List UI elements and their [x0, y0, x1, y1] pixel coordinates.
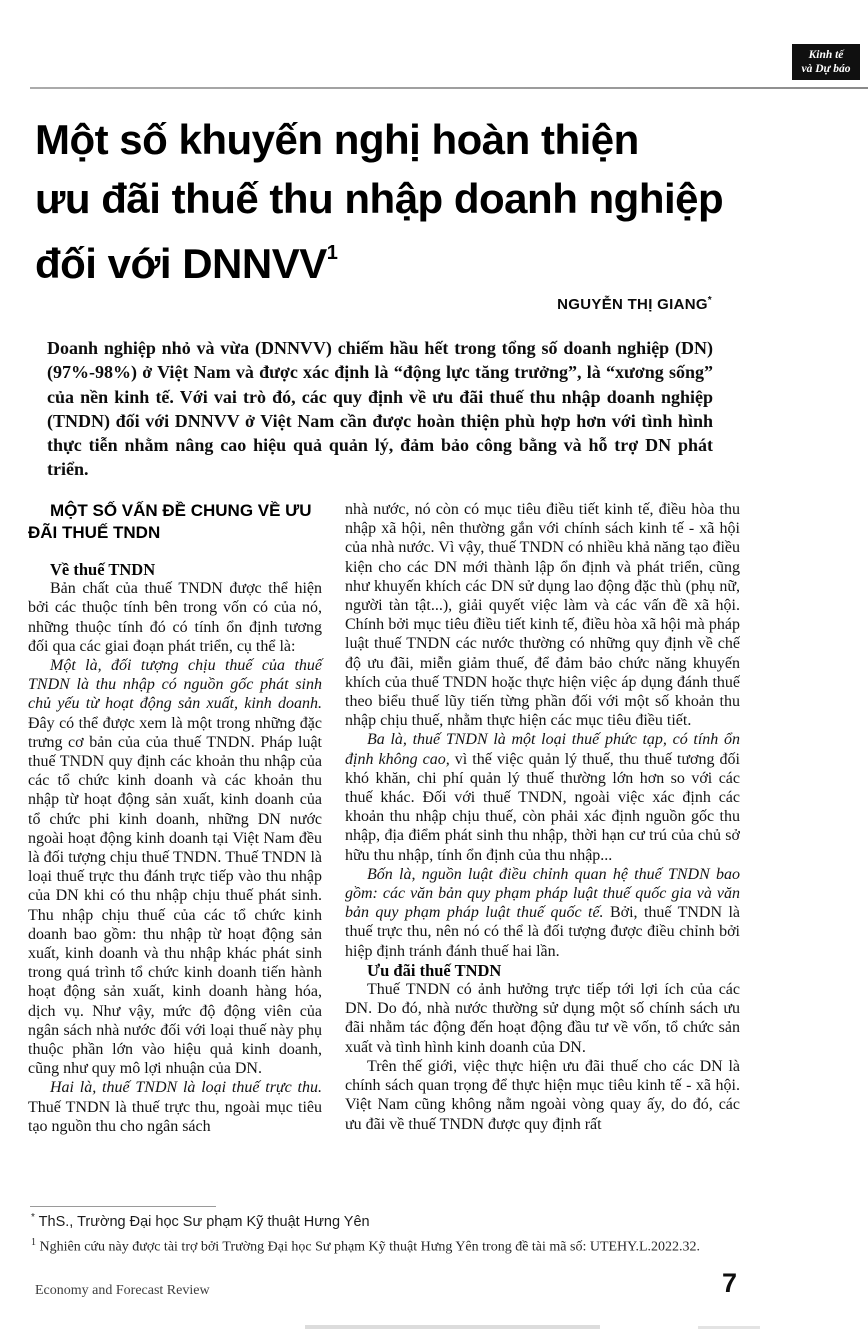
paragraph-lead-italic: Ba là, thuế TNDN là một loại thuế phức tạp, có tính ổn định không cao,: [345, 731, 740, 768]
footnote-marker: *: [31, 1212, 35, 1223]
paragraph: [345, 730, 740, 864]
sub-heading-ve-thue-tndn: Về thuế TNDN: [50, 560, 156, 579]
article-title: [35, 110, 735, 293]
right-column: [345, 500, 740, 1194]
left-column: [28, 500, 322, 1194]
footnote-funding: [31, 1237, 771, 1256]
paragraph: [345, 865, 740, 961]
paragraph-lead-italic: Bốn là, nguồn luật điều chỉnh quan hệ thuế TNDN bao gồm: các văn bản quy phạm pháp luật thuế quốc gia và văn bản quy phạm pháp luật thuế quốc tế.: [345, 865, 740, 922]
page-number: 7: [722, 1268, 738, 1298]
paragraph: [28, 1078, 322, 1136]
footnote-author-affiliation: [31, 1212, 731, 1230]
paragraph-rest: Bởi, thuế TNDN là thuế trực thu, nên nó có thể là đối tượng được điều chỉnh bởi hiệp định tránh đánh thuế hai lần.: [345, 904, 740, 960]
paragraph-rest: Thuế TNDN là thuế trực thu, ngoài mục tiêu tạo nguồn thu cho ngân sách: [28, 1098, 322, 1135]
footnote-text: Nghiên cứu này được tài trợ bởi Trường Đại học Sư phạm Kỹ thuật Hưng Yên trong đề tài mã số: UTEHY.L.2022.32.: [36, 1239, 701, 1255]
author-byline: [300, 295, 712, 313]
scan-artifact: [698, 1326, 760, 1329]
title-footnote-marker: 1: [326, 242, 338, 264]
paragraph: Thuế TNDN có ảnh hưởng trực tiếp tới lợi ích của các DN. Do đó, nhà nước thường sử dụng một số chính sách ưu đãi nhằm tác động đến hoạt động đầu tư về vốn, tổ chức sản xuất và tình hình kinh doanh của DN.: [345, 981, 740, 1056]
journal-logo-line-2: và Dự báo: [801, 63, 851, 76]
paragraph-lead-italic: Hai là, thuế TNDN là loại thuế trực thu.: [50, 1079, 322, 1097]
paragraph: Bản chất của thuế TNDN được thể hiện bởi các thuộc tính bên trong vốn có của nó, những thuộc tính đó có tính ổn định tương đối qua các giai đoạn phát triển, cụ thể là:: [28, 580, 322, 655]
paragraph: Trên thế giới, việc thực hiện ưu đãi thuế cho các DN là chính sách quan trọng để thực hiện mục tiêu kinh tế - xã hội. Việt Nam cũng không nằm ngoài vòng quay ấy, do đó, các ưu đãi về thuế TNDN được quy định rất: [345, 1057, 740, 1133]
title-line-1: Một số khuyến nghị hoàn thiện: [35, 116, 639, 163]
scan-artifact: [305, 1325, 600, 1329]
article-body: [28, 500, 740, 1194]
paragraph: [28, 656, 322, 1078]
footnote-text: ThS., Trường Đại học Sư phạm Kỹ thuật Hưng Yên: [34, 1213, 370, 1230]
abstract-text: Doanh nghiệp nhỏ và vừa (DNNVV) chiếm hầu hết trong tổng số doanh nghiệp (DN) (97%-98%) ở Việt Nam và được xác định là “động lực tăng trưởng”, là “xương sống” của nền kinh tế. Với vai trò đó, các quy định về ưu đãi thuế thu nhập doanh nghiệp (TNDN) đối với DNNVV ở Việt Nam cần được hoàn thiện phù hợp hơn với tình hình thực tiễn nhằm nâng cao hiệu quả quản lý, đảm bảo công bằng và hỗ trợ DN phát triển.: [47, 338, 713, 480]
paragraph-rest: vì thế việc quản lý thuế, thu thuế tương đối khó khăn, chi phí quản lý thuế thường lớn hơn so với các thuế khác. Đối với thuế TNDN, ngoài việc xác định các khoản thu nhập chịu thuế, còn phải xác định nguồn gốc thu nhập, địa điểm phát sinh thu nhập, thời hạn cư trú của chủ sở hữu thu nhập, tính ổn định của thu nhập...: [345, 750, 740, 864]
section-heading: MỘT SỐ VẤN ĐỀ CHUNG VỀ ƯU ĐÃI THUẾ TNDN: [28, 501, 312, 542]
sub-heading-uu-dai-thue-tndn: Ưu đãi thuế TNDN: [367, 960, 502, 980]
paragraph-continuation: nhà nước, nó còn có mục tiêu điều tiết kinh tế, điều hòa thu nhập xã hội, nên thường gắn với chính sách kinh tế - xã hội của nhà nước. Vì vậy, thuế TNDN có nhiều khả năng tạo điều kiện cho các DN mới thành lập ổn định và phát triển, cũng như khuyến khích các DN sử dụng lao động đặc thù (phụ nữ, người tàn tật...), giải quyết việc làm và các vấn đề xã hội. Chính bởi mục tiêu điều tiết kinh tế, điều hòa xã hội mà pháp luật thuế TNDN các nước thường có những quy định về chế độ ưu đãi, miễn giảm thuế, để đảm bảo chức năng khuyến khích của thuế TNDN hoặc thực hiện việc áp dụng đánh thuế theo biểu thuế lũy tiến từng phần đối với một số khoản thu nhập chịu thuế, nhằm thực hiện các mục tiêu điều tiết.: [345, 501, 740, 730]
author-name: NGUYỄN THỊ GIANG: [557, 296, 708, 313]
journal-logo: [792, 44, 860, 80]
journal-logo-line-1: Kinh tế: [808, 49, 844, 61]
title-line-2: ưu đãi thuế thu nhập doanh nghiệp: [35, 175, 724, 222]
author-footnote-marker: *: [707, 295, 712, 306]
footnote-marker: 1: [31, 1237, 36, 1248]
footnote-rule: [30, 1206, 216, 1207]
title-line-3: [35, 228, 735, 293]
paragraph-rest: Đây có thể được xem là một trong những đặc trưng cơ bản của của thuế TNDN. Pháp luật thuế TNDN quy định các khoản thu nhập của các tổ chức kinh doanh và các khoản thu nhập từ hoạt động sản xuất, kinh doanh của tổ chức phi kinh doanh, những DN nước ngoài hoạt động kinh doanh tại Việt Nam đều là đối tượng chịu thuế TNDN. Thuế TNDN là loại thuế trực thu đánh trực tiếp vào thu nhập của DN khi có thu nhập chịu thuế phát sinh. Thu nhập chịu thuế của các tổ chức kinh doanh bao gồm: thu nhập từ hoạt động sản xuất, kinh doanh và thu nhập khác phát sinh trong quá trình tổ chức kinh doanh tiến hành hoạt động sản xuất, kinh doanh hàng hóa, dịch vụ. Như vậy, mức độ động viên của ngân sách nhà nước đối với loại thuế này phụ thuộc phần lớn vào hiệu quả kinh doanh, cũng như quy mô lợi nhuận của DN.: [28, 714, 322, 1078]
header-rule: [30, 87, 868, 89]
journal-name: Economy and Forecast Review: [35, 1283, 210, 1298]
title-line-3-text: đối với DNNVV: [35, 240, 327, 287]
paragraph-lead-italic: Một là, đối tượng chịu thuế của thuế TNDN là thu nhập có nguồn gốc phát sinh chủ yếu từ hoạt động sản xuất, kinh doanh.: [28, 657, 322, 713]
